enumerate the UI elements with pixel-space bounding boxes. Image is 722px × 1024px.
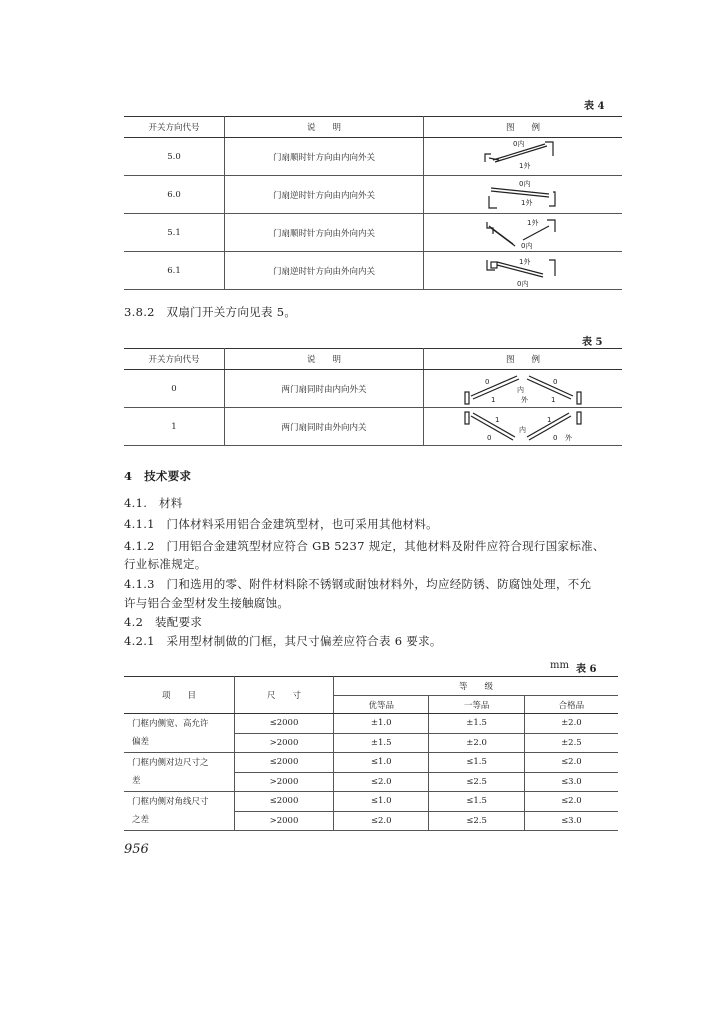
table4-diagram-cell: [424, 252, 623, 290]
table-row: [124, 138, 622, 176]
table5-caption: 表 5: [582, 337, 603, 348]
diagram-label: 1外: [519, 257, 531, 266]
table6-value: ≤3.0: [524, 772, 618, 792]
table6-header-item: 项 目: [124, 677, 235, 714]
page-number: 956: [124, 842, 149, 857]
table6-item: 门框内侧对边尺寸之 差: [124, 753, 235, 792]
table6-value: ≤2.5: [429, 811, 524, 831]
table5-header-code: 开关方向代号: [124, 349, 225, 370]
paragraph-3-8-2: 3.8.2 双扇门开关方向见表 5。: [124, 305, 297, 319]
table4-header-desc: 说 明: [225, 117, 424, 138]
table4-header-code: 开关方向代号: [124, 117, 225, 138]
table5-desc: 两门扇同时由内向外关: [225, 370, 424, 408]
diagram-label: 内: [519, 425, 526, 434]
table6-grade-top: 优等品: [334, 696, 429, 714]
table6-header-size: 尺 寸: [235, 677, 334, 714]
table5-diagram-cell: [424, 370, 623, 408]
table6-grade-first: 一等品: [429, 696, 524, 714]
double-door-diagram: [461, 372, 585, 406]
table6-unit: mm: [550, 660, 569, 671]
table6-grade-qualified: 合格品: [524, 696, 618, 714]
table6-size: >2000: [235, 772, 334, 792]
table4-diagram-cell: [424, 176, 623, 214]
door-swing-diagram: [483, 178, 563, 212]
section-4-1-3-line1: 4.1.3 门和选用的零、附件材料除不锈钢或耐蚀材料外，均应经防锈、防腐蚀处理，不允: [124, 577, 592, 591]
table5-code: 0: [124, 370, 225, 408]
section-4-2-1: 4.2.1 采用型材制做的门框，其尺寸偏差应符合表 6 要求。: [124, 634, 442, 648]
table6-size: ≤2000: [235, 714, 334, 734]
door-swing-diagram: [483, 254, 563, 288]
table-row: [124, 408, 622, 446]
table4-code: 6.0: [124, 176, 225, 214]
table6-size: ≤2000: [235, 792, 334, 812]
diagram-label: 外: [521, 395, 528, 404]
diagram-label: 内: [517, 385, 524, 394]
section-4-1-3-line2: 许与铝合金型材发生接触腐蚀。: [124, 596, 290, 610]
table4-code: 6.1: [124, 252, 225, 290]
table6-value: ≤2.0: [524, 753, 618, 773]
table6-value: ≤2.0: [524, 792, 618, 812]
table-row: [124, 714, 618, 734]
table5-diagram-cell: [424, 408, 623, 446]
table6-value: ±1.0: [334, 714, 429, 734]
table6-size: >2000: [235, 733, 334, 753]
table4-diagram-cell: [424, 214, 623, 252]
table5-desc: 两门扇同时由外向内关: [225, 408, 424, 446]
table6-size: >2000: [235, 811, 334, 831]
diagram-label: 0: [485, 377, 490, 386]
diagram-label: 1: [547, 415, 552, 424]
diagram-label: 1外: [527, 218, 539, 227]
diagram-label: 0内: [519, 179, 531, 188]
diagram-label: 1: [491, 395, 496, 404]
section-4-1-1: 4.1.1 门体材料采用铝合金建筑型材，也可采用其他材料。: [124, 517, 438, 531]
table-row: [124, 176, 622, 214]
table6-value: ±2.0: [524, 714, 618, 734]
table6-value: ±1.5: [429, 714, 524, 734]
diagram-label: 1: [551, 395, 556, 404]
table5-code: 1: [124, 408, 225, 446]
section-4-title: 4 技术要求: [124, 469, 192, 483]
section-4-2: 4.2 装配要求: [124, 615, 203, 629]
table-row: [124, 792, 618, 812]
diagram-label: 0内: [513, 139, 525, 148]
table4-desc: 门扇顺时针方向由内向外关: [225, 138, 424, 176]
section-4-1-2-line1: 4.1.2 门用铝合金建筑型材应符合 GB 5237 规定，其他材料及附件应符合现行国家标准、: [124, 539, 605, 553]
table6-value: ≤2.5: [429, 772, 524, 792]
table5-header-diagram: 图 例: [424, 349, 623, 370]
table6-item: 门框内侧对角线尺寸 之差: [124, 792, 235, 831]
diagram-label: 1: [495, 415, 500, 424]
table6-item: 门框内侧宽、高允许 偏差: [124, 714, 235, 753]
table6-value: ±2.5: [524, 733, 618, 753]
table4-diagram-cell: [424, 138, 623, 176]
table6: [124, 676, 618, 831]
table-row: [124, 252, 622, 290]
table6-value: ≤1.0: [334, 753, 429, 773]
table4-header-diagram: 图 例: [424, 117, 623, 138]
table4-desc: 门扇逆时针方向由内向外关: [225, 176, 424, 214]
diagram-label: 0: [487, 433, 492, 442]
table6-value: ±1.5: [334, 733, 429, 753]
diagram-label: 1外: [521, 198, 533, 207]
diagram-label: 1外: [519, 161, 531, 170]
table4: [124, 116, 622, 290]
table4-caption: 表 4: [584, 101, 605, 112]
diagram-label: 0: [553, 377, 558, 386]
door-swing-diagram: [483, 140, 563, 174]
table5-header-desc: 说 明: [225, 349, 424, 370]
table6-value: ≤1.0: [334, 792, 429, 812]
diagram-label: 0内: [521, 241, 533, 250]
table6-value: ≤1.5: [429, 792, 524, 812]
diagram-label: 外: [565, 433, 572, 442]
diagram-label: 0: [553, 433, 558, 442]
table6-header-grade: 等 级: [334, 677, 619, 696]
table4-desc: 门扇逆时针方向由外向内关: [225, 252, 424, 290]
table6-value: ≤2.0: [334, 772, 429, 792]
table4-code: 5.1: [124, 214, 225, 252]
table6-caption: 表 6: [576, 664, 597, 675]
table-row: [124, 753, 618, 773]
door-swing-diagram: [483, 216, 563, 250]
table6-value: ≤1.5: [429, 753, 524, 773]
table6-value: ≤3.0: [524, 811, 618, 831]
table4-desc: 门扇顺时针方向由外向内关: [225, 214, 424, 252]
table6-size: ≤2000: [235, 753, 334, 773]
double-door-diagram: [461, 410, 585, 444]
section-4-1: 4.1. 材料: [124, 496, 183, 510]
table6-value: ≤2.0: [334, 811, 429, 831]
table-row: [124, 370, 622, 408]
table6-value: ±2.0: [429, 733, 524, 753]
table-row: [124, 214, 622, 252]
table5: [124, 348, 622, 446]
section-4-1-2-line2: 行业标准规定。: [124, 557, 207, 571]
diagram-label: 0内: [517, 279, 529, 288]
table4-code: 5.0: [124, 138, 225, 176]
